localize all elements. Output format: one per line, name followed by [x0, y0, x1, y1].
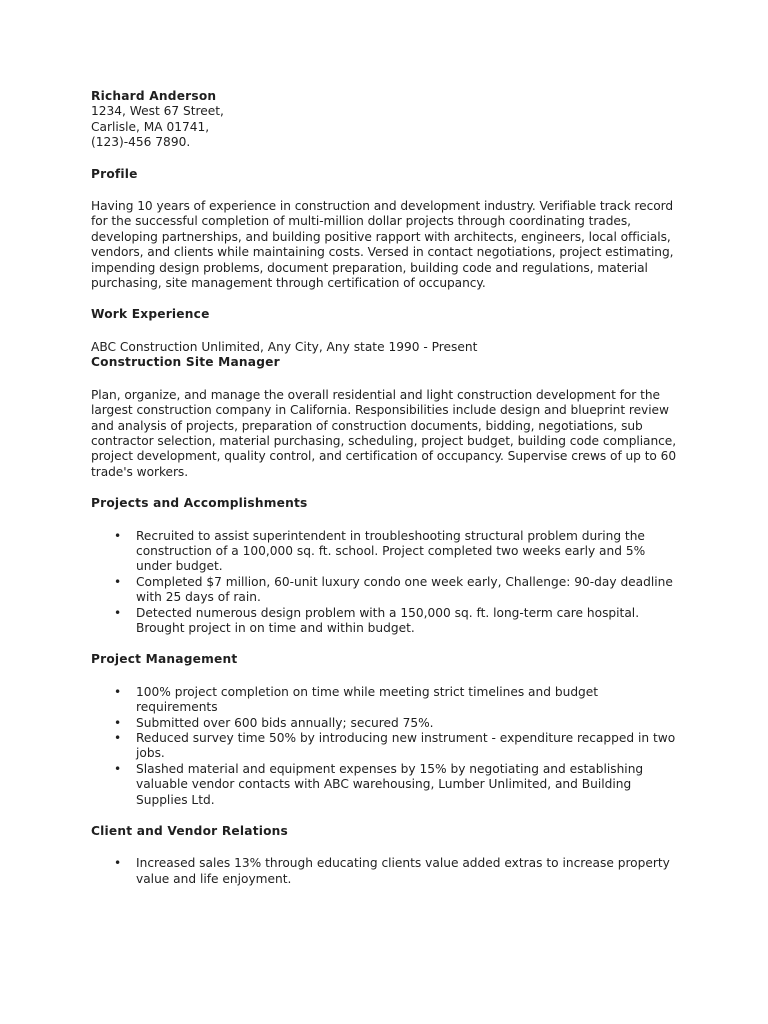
list-item-text: 100% project completion on time while meeting strict timelines and budget requirements: [136, 684, 599, 715]
list-item: [114, 528, 681, 575]
job-company-line: ABC Construction Unlimited, Any City, Any state 1990 - Present: [91, 339, 478, 354]
list-item-text: Detected numerous design problem with a 150,000 sq. ft. long-term care hospital. Brought project in on time and within budget.: [136, 605, 640, 635]
bullet-icon: •: [114, 574, 122, 589]
list-item: [114, 715, 681, 731]
list-item-text: Reduced survey time 50% by introducing new instrument - expenditure recapped in two jobs.: [136, 731, 676, 761]
job-description: Plan, organize, and manage the overall residential and light construction development for the largest construction company in California. Responsibilities include design and blueprint review and analysis of projects, preparation of construction documents, bidding, negotiations, sub contractor selection, material purchasing, scheduling, project budget, building code compliance, project development, quality control, and certification of occupancy. Supervise crews of up to 60 trade's workers.: [91, 387, 677, 479]
bullet-icon: •: [114, 715, 122, 730]
profile-text: Having 10 years of experience in construction and development industry. Verifiable track record for the successful completion of multi-million dollar projects through coordinating trades, developing partnerships, and building positive rapport with architects, engineers, local officials, vendors, and clients while maintaining costs. Versed in contact negotiations, project estimating, impending design problems, document preparation, building code and regulations, material purchasing, site management through certification of occupancy.: [91, 199, 674, 291]
client-vendor-list: [91, 856, 681, 887]
list-item: [114, 574, 681, 606]
project-management-list: [91, 685, 681, 808]
list-item-text: Submitted over 600 bids annually; secured 75%.: [136, 715, 434, 730]
address-line-city: Carlisle, MA 01741,: [91, 119, 210, 134]
applicant-name: Richard Anderson: [91, 89, 217, 103]
list-item: [114, 731, 681, 762]
bullet-icon: •: [114, 684, 122, 699]
list-item-text: Slashed material and equipment expenses by 15% by negotiating and establishing valuable vendor contacts with ABC warehousing, Lumber Unlimited, and Building Supplies Ltd.: [136, 761, 644, 807]
address-line-street: 1234, West 67 Street,: [91, 104, 224, 119]
bullet-icon: •: [114, 761, 122, 776]
projects-list: [91, 529, 681, 637]
projects-heading: Projects and Accomplishments: [91, 496, 308, 511]
contact-block: [91, 89, 681, 151]
client-vendor-heading: Client and Vendor Relations: [91, 824, 288, 839]
profile-heading: Profile: [91, 166, 138, 181]
bullet-icon: •: [114, 528, 122, 543]
list-item-text: Recruited to assist superintendent in troubleshooting structural problem during the construction of a 100,000 sq. ft. school. Project completed two weeks early and 5% under budget.: [136, 528, 646, 574]
list-item-text: Completed $7 million, 60-unit luxury condo one week early, Challenge: 90-day deadline with 25 days of rain.: [136, 574, 673, 605]
list-item: [114, 761, 681, 808]
list-item-text: Increased sales 13% through educating clients value added extras to increase property value and life enjoyment.: [136, 856, 670, 886]
resume-document: [91, 89, 681, 887]
work-experience-heading: Work Experience: [91, 307, 210, 322]
list-item: [114, 605, 681, 637]
project-management-heading: Project Management: [91, 652, 238, 667]
bullet-icon: •: [114, 856, 122, 871]
job-title: Construction Site Manager: [91, 355, 280, 370]
bullet-icon: •: [114, 605, 122, 620]
phone-number: (123)-456 7890.: [91, 135, 191, 150]
list-item: [114, 856, 681, 887]
list-item: [114, 684, 681, 716]
bullet-icon: •: [114, 731, 122, 745]
